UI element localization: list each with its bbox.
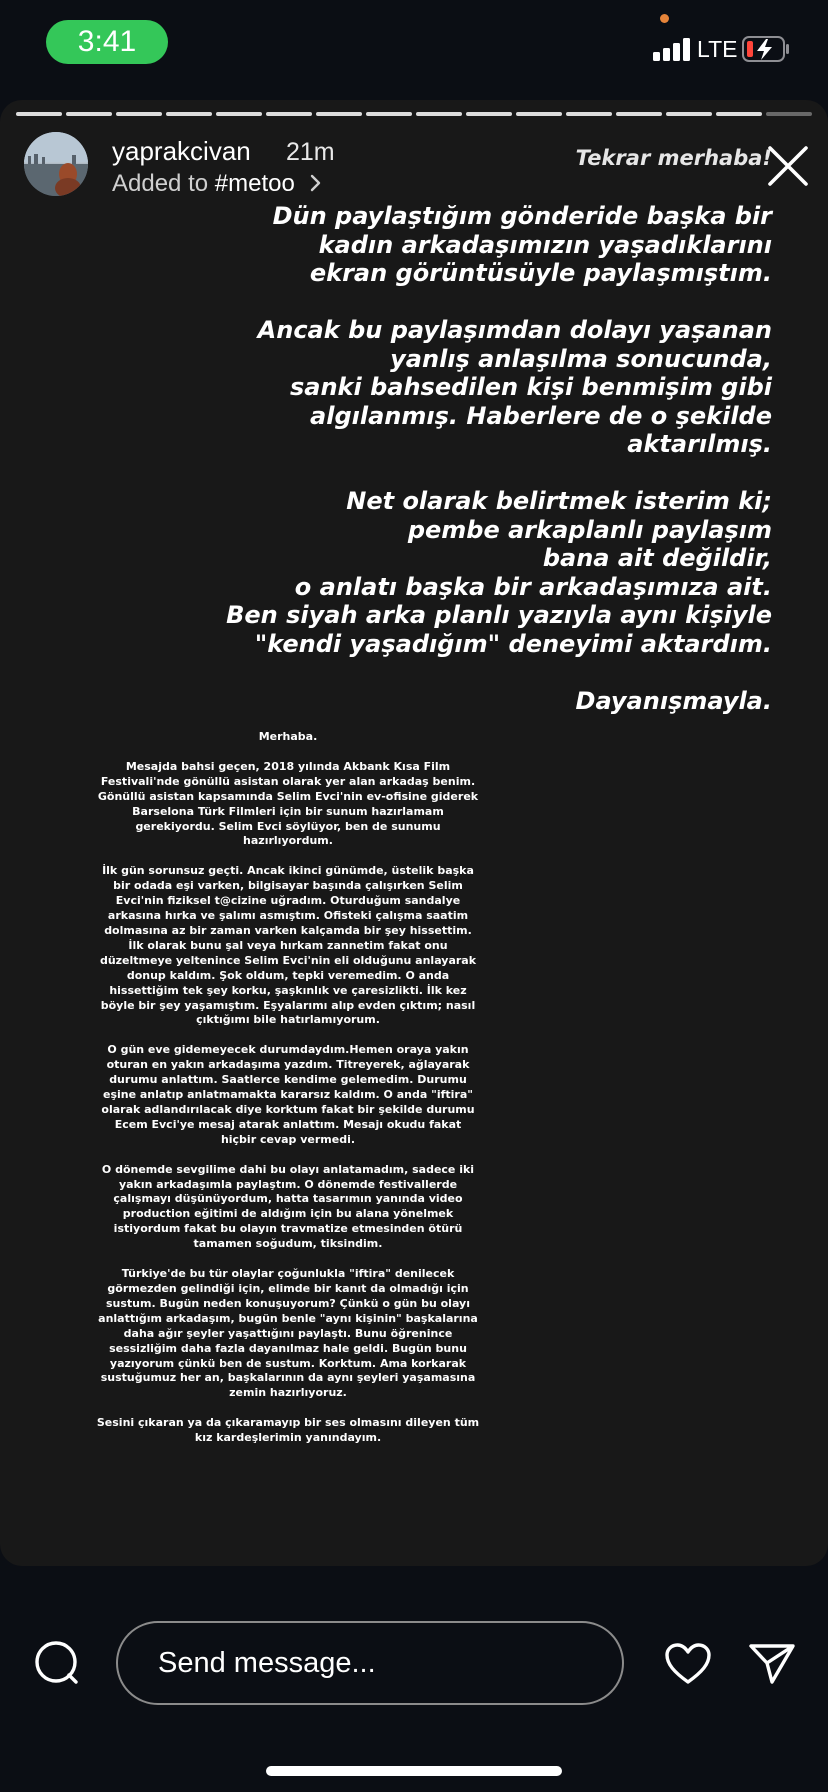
progress-segment (416, 112, 462, 116)
progress-segment (216, 112, 262, 116)
story-username[interactable]: yaprakcivan (112, 136, 251, 166)
avatar-photo-icon (24, 132, 88, 196)
overlay-line: Ancak bu paylaşımdan dolayı yaşanan (257, 316, 772, 344)
network-type: LTE (697, 36, 738, 62)
camera-icon[interactable] (34, 1640, 80, 1686)
progress-segment (266, 112, 312, 116)
overlay-line: kadın arkadaşımızın yaşadıklarını (318, 230, 772, 259)
story-posted-time: 21m (286, 138, 335, 166)
overlay-line: algılanmış. Haberlere de o şekilde (310, 401, 772, 430)
progress-segment (516, 112, 562, 116)
status-bar (0, 0, 828, 96)
story-hashtag-link[interactable] (112, 170, 323, 198)
overlay-line: Net olarak belirtmek isterim ki; (346, 487, 772, 515)
chevron-right-icon (309, 174, 323, 192)
story-progress-bar (16, 112, 812, 116)
progress-segment (566, 112, 612, 116)
progress-segment (66, 112, 112, 116)
story-text-overlay (72, 202, 772, 715)
avatar[interactable] (24, 132, 88, 196)
overlay-line: aktarılmış. (627, 430, 772, 458)
letter-paragraph: Sesini çıkaran ya da çıkaramayıp bir ses olmasını dileyen tüm kız kardeşlerimin yanındayım. (96, 1416, 480, 1445)
send-message-placeholder: Send message... (158, 1647, 376, 1679)
send-message-input[interactable] (116, 1621, 624, 1705)
overlay-title: Tekrar merhaba! (575, 146, 772, 170)
overlay-line (72, 658, 772, 687)
status-time[interactable]: 3:41 (46, 20, 168, 64)
overlay-line (72, 288, 772, 317)
overlay-line: pembe arkaplanlı paylaşım (407, 515, 772, 544)
send-icon[interactable] (748, 1642, 796, 1686)
letter-paragraph: O dönemde sevgilime dahi bu olayı anlatamadım, sadece iki yakın arkadaşımla paylaştım. O dönemde festivallerde çalışmayı düşünüyordum, hatta tasarımın yanında video production eğitimi de aldığım için bu alana yönelmek istiyordum fakat bu olayın travmatize etmesinden ötürü tamamen soğudum, tiksindim. (101, 1162, 475, 1251)
story-screenshot-letter (96, 730, 480, 1461)
overlay-line: Ben siyah arka planlı yazıyla aynı kişiyle (226, 601, 772, 629)
added-prefix: Added to (112, 170, 215, 197)
story-viewer[interactable] (0, 100, 828, 1566)
progress-segment (116, 112, 162, 116)
home-indicator[interactable] (266, 1766, 562, 1776)
overlay-line: Dün paylaştığım gönderide başka bir (272, 202, 772, 230)
progress-segment (166, 112, 212, 116)
overlay-line: ekran görüntüsüyle paylaşmıştım. (309, 259, 772, 287)
overlay-line: sanki bahsedilen kişi benmişim gibi (289, 373, 772, 401)
progress-segment (466, 112, 512, 116)
letter-paragraph: İlk gün sorunsuz geçti. Ancak ikinci günümde, üstelik başka bir odada eşi varken, bilgisayar başında çalışırken Selim Evci'nin fiziksel t@cizine uğradım. Oturduğum sandalye arkasına hırka ve şalımı asmıştım. Ofisteki çalışma saatim dolmasına az bir zaman varken kalçamda bir şey hissettim. İlk olarak bunu şal veya hırkam zannetim fakat onu düzeltmeye yeltenince Selim Evci'nin eli olduğunu anlayarak donup kaldım. Şok oldum, tepki veremedim. O anda hissettiğim tek şey korku, şaşkınlık ve çaresizlikti. İlk kez böyle bir şey yaşamıştım. Eşyalarımı alıp evden çıktım; nasıl çıktığımı bile hatırlamıyorum. (99, 864, 477, 1027)
overlay-line (72, 459, 772, 488)
heart-icon[interactable] (664, 1642, 712, 1686)
progress-segment (616, 112, 662, 116)
close-icon[interactable] (764, 142, 812, 190)
hashtag: #metoo (214, 170, 295, 197)
progress-segment (766, 112, 812, 116)
overlay-line: Dayanışmayla. (575, 686, 772, 715)
progress-segment (716, 112, 762, 116)
overlay-line: "kendi yaşadığım" deneyimi aktardım. (254, 629, 772, 658)
letter-paragraph: Türkiye'de bu tür olaylar çoğunlukla "iftira" denilecek görmezden gelindiği için, elimde bir kanıt da olmadığı için sustum. Bugün neden konuşuyorum? Çünkü o gün bu olayı anlattığım arkadaşım, bugün benle "aynı kişinin" başkalarına daha ağır şeyler yaşattığını paylaştı. Bunu öğrenince sessizliğim daha fazla dayanılmaz hale geldi. Bugün bunu yazıyorum çünkü ben de sustum. Korktum. Ama korkarak sustuğumuz her an, başkalarının da aynı şeyleri yaşamasına zemin hazırlıyoruz. (98, 1267, 478, 1400)
battery-charging-icon (742, 36, 790, 62)
cellular-signal-icon (653, 37, 693, 61)
mic-indicator-icon (660, 14, 669, 23)
overlay-line: bana ait değildir, (542, 544, 772, 572)
progress-segment (316, 112, 362, 116)
overlay-line: o anlatı başka bir arkadaşımıza ait. (294, 572, 772, 601)
letter-paragraph: Mesajda bahsi geçen, 2018 yılında Akbank Kısa Film Festivali'nde gönüllü asistan olarak yer alan arkadaş benim. Gönüllü asistan kapsamında Selim Evci'nin ev-ofisine giderek Barselona Türk Filmleri için bir sunum hazırlamam gerekiyordu. Selim Evci söylüyor, ben de sunumu hazırlıyordum. (97, 759, 479, 848)
overlay-line: yanlış anlaşılma sonucunda, (390, 344, 772, 373)
progress-segment (366, 112, 412, 116)
progress-segment (666, 112, 712, 116)
letter-paragraph: O gün eve gidemeyecek durumdaydım.Hemen oraya yakın oturan en yakın arkadaşıma yazdım. Titreyerek, ağlayarak durumu anlattım. Saatlerce kendime gelemedim. Durumu eşine anlatıp anlatmamakta kararsız kaldım. O anda "iftira" olarak adlandırılacak diye korktum fakat bir şekilde durumu Ecem Evci'ye mesaj atarak anlattım. Mesajı okudu fakat hiçbir cevap vermedi. (101, 1043, 475, 1146)
letter-greeting: Merhaba. (258, 730, 318, 743)
progress-segment (16, 112, 62, 116)
